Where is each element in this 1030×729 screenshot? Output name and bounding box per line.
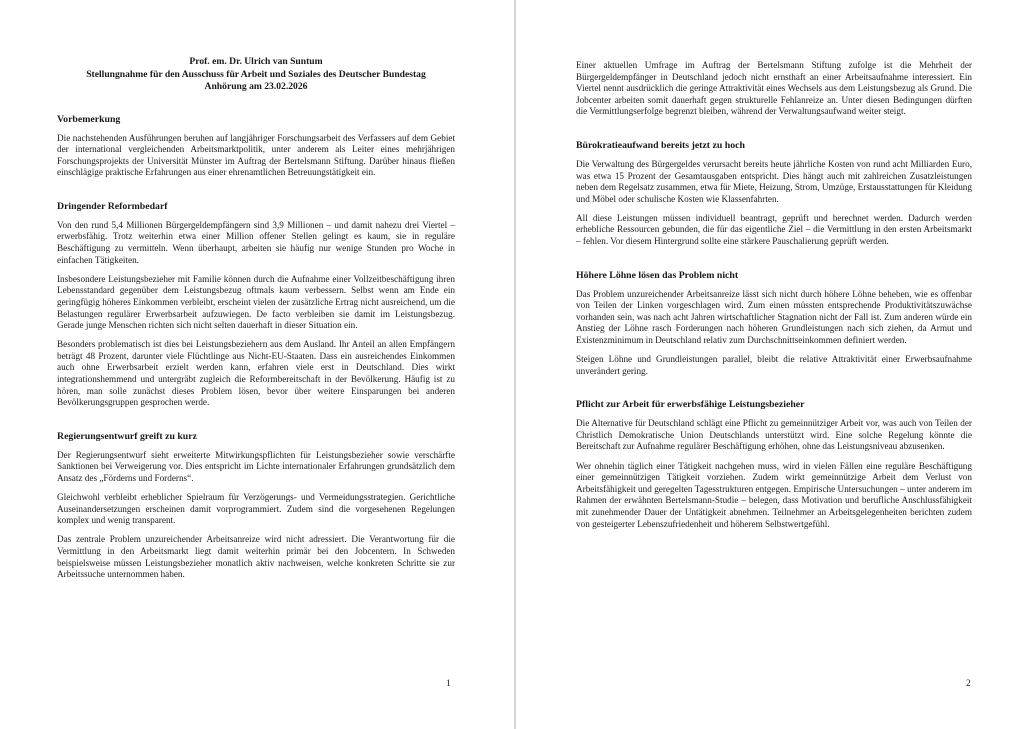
paragraph: Das zentrale Problem unzureichender Arbeitsanreize wird nicht adressiert. Die Verantwortung für die Vermittlung in den Arbeitsmarkt liegt damit weiterhin primär bei den Jobcentern. In Schweden beispielsweise müssen Leistungsbezieher monatlich aktiv nachweisen, welche konkreten Schritte sie zur Arbeitssuche unternommen haben.	[57, 534, 455, 580]
document-page-2	[516, 0, 1030, 729]
document-header	[57, 56, 455, 94]
paragraph: Die Verwaltung des Bürgergeldes verursacht bereits heute jährliche Kosten von rund acht Milliarden Euro, was etwa 15 Prozent der Gesamtausgaben entspricht. Dies hängt auch mit zahlreichen Zusatzleistungen neben dem Regelsatz zusammen, etwa für Miete, Heizung, Strom, Umzüge, Erstausstattungen für Kleidung und Möbel oder schulische Kosten wie Klassenfahrten.	[576, 158, 972, 204]
paragraph: Steigen Löhne und Grundleistungen parallel, bleibt die relative Attraktivität einer Erwerbsaufnahme unverändert gering.	[576, 354, 972, 376]
section-heading: Vorbemerkung	[57, 113, 121, 125]
paragraph: Insbesondere Leistungsbezieher mit Familie können durch die Aufnahme einer Vollzeitbeschäftigung ihren Lebensstandard gegenüber dem Leistungsbezug oftmals kaum verbessern. Selbst wenn am Ende ein geringfügig höheres Einkommen verbleibt, erscheint vielen der zusätzliche Ertrag nicht ausreichend, um die Belastungen regulärer Erwerbsarbeit aufzuwiegen. De facto verbleiben sie damit im Leistungsbezug. Gerade junge Menschen richten sich nicht selten dauerhaft in dieser Situation ein.	[57, 273, 455, 331]
section-hoehere-loehne	[576, 270, 972, 378]
paragraph: Der Regierungsentwurf sieht erweiterte Mitwirkungspflichten für Leistungsbezieher sowie verschärfte Sanktionen bei Verweigerung vor. Dies entspricht im Lichte internationaler Erfahrungen grundsätzlich dem Ansatz des „Förderns und Forderns“.	[57, 449, 455, 483]
author-line: Prof. em. Dr. Ulrich van Suntum	[189, 56, 323, 67]
section-heading: Pflicht zur Arbeit für erwerbsfähige Leistungsbezieher	[576, 399, 805, 411]
paragraph: Einer aktuellen Umfrage im Auftrag der Bertelsmann Stiftung zufolge ist die Mehrheit der Bürgergeldempfänger in Deutschland jedoch nicht ernsthaft an einer Arbeitsaufnahme interessiert. Ein Viertel nennt ausdrücklich die geringe Attraktivität eines Wechsels aus dem Leistungsbezug als Grund. Die Jobcenter arbeiten somit dauerhaft gegen strukturelle Fehlanreize an. Unter diesen Bedingungen dürften die Vermittlungserfolge begrenzt bleiben, während der Verwaltungsaufwand weiter steigt.	[576, 60, 972, 117]
section-heading: Höhere Löhne lösen das Problem nicht	[576, 269, 739, 281]
title-line: Stellungnahme für den Ausschuss für Arbeit und Soziales des Deutscher Bundestag	[86, 68, 426, 80]
page-1-content	[57, 50, 455, 603]
paragraph: Das Problem unzureichender Arbeitsanreize lässt sich nicht durch höhere Löhne beheben, wie es offenbar von Teilen der Linken vorgeschlagen wird. Zum einen müssten entsprechende Produktivitätszuwächse vorhanden sein, was nach acht Jahren wirtschaftlicher Stagnation nicht der Fall ist. Zum anderen würde ein Anstieg der Löhne rasch Forderungen nach höheren Grundleistungen nach sich ziehen, da Armut und Existenzminimum in Deutschland relativ zum Durchschnittseinkommen definiert werden.	[576, 288, 972, 345]
section-intro	[576, 60, 972, 118]
section-heading: Bürokratieaufwand bereits jetzt zu hoch	[576, 139, 745, 151]
date-line: Anhörung am 23.02.2026	[204, 81, 308, 92]
section-buerokratie	[576, 140, 972, 248]
section-pflicht-zur-arbeit	[576, 399, 972, 530]
paragraph: Von den rund 5,4 Millionen Bürgergeldempfängern sind 3,9 Millionen – und damit nahezu drei Viertel – erwerbsfähig. Trotz weiterhin etwa einer Million offener Stellen gelingt es kaum, sie in reguläre Beschäftigung zu vermitteln. Wenn überhaupt, arbeiten sie häufig nur wenige Stunden pro Woche in einfachen Tätigkeiten.	[57, 219, 455, 265]
section-heading: Regierungsentwurf greift zu kurz	[57, 430, 197, 442]
section-reformbedarf	[57, 201, 455, 409]
section-regierungsentwurf	[57, 431, 455, 581]
paragraph: Besonders problematisch ist dies bei Leistungsbeziehern aus dem Ausland. Ihr Anteil an allen Empfängern beträgt 48 Prozent, darunter viele Flüchtlinge aus Nicht-EU-Staaten. Dass ein ausreichendes Einkommen auch ohne Erwerbsarbeit erzielt werden kann, erfahren viele erst in Deutschland. Dies wirkt integrationshemmend und untergräbt zugleich die Reformbereitschaft in der Bevölkerung. Häufig ist zu hören, man solle zunächst dieses Problem lösen, bevor über weitere Einsparungen bei anderen Bevölkerungsgruppen gesprochen werde.	[57, 339, 455, 408]
paragraph: Die nachstehenden Ausführungen beruhen auf langjähriger Forschungsarbeit des Verfassers auf dem Gebiet der international vergleichenden Arbeitsmarktpolitik, unter anderem als Leiter eines mehrjährigen Forschungsprojekts der Universität Münster im Auftrag der Bertelsmann Stiftung. Darüber hinaus fließen einschlägige praktische Erfahrungen aus einer ehrenamtlichen Betreuungstätigkeit ein.	[57, 132, 455, 178]
page-number: 1	[446, 679, 451, 689]
paragraph: Gleichwohl verbleibt erheblicher Spielraum für Verzögerungs- und Vermeidungsstrategien. Gerichtliche Auseinandersetzungen erscheinen damit vorprogrammiert. Zudem sind die vorgesehenen Regelungen komplex und wenig transparent.	[57, 492, 455, 526]
paragraph: All diese Leistungen müssen individuell beantragt, geprüft und berechnet werden. Dadurch werden erhebliche Ressourcen gebunden, die für das eigentliche Ziel – die Vermittlung in den ersten Arbeitsmarkt – fehlen. Vor diesem Hintergrund sollte eine stärkere Pauschalierung geprüft werden.	[576, 212, 972, 247]
paragraph: Wer ohnehin täglich einer Tätigkeit nachgehen muss, wird in vielen Fällen eine reguläre Beschäftigung einer gemeinnützigen Tätigkeit vorziehen. Zudem wirkt gemeinnützige Arbeit dem Verlust von Arbeitsfähigkeit und geregelten Tagesstrukturen entgegen. Empirische Untersuchungen – unter anderem im Rahmen der erwähnten Bertelsmann-Studie – belegen, dass Motivation und berufliche Anschlussfähigkeit mit zunehmender Dauer der Untätigkeit abnehmen. Teilnehmer an Arbeitsgelegenheiten berichten zudem von gesteigerter Lebenszufriedenheit und höherem Selbstwertgefühl.	[576, 460, 972, 529]
section-heading: Dringender Reformbedarf	[57, 200, 168, 212]
document-page-1	[0, 0, 514, 729]
page-number: 2	[966, 679, 971, 689]
page-2-content	[576, 60, 972, 552]
paragraph: Die Alternative für Deutschland schlägt eine Pflicht zu gemeinnütziger Arbeit vor, was auch von Teilen der Christlich Demokratische Union Deutschlands unterstützt wird. Eine solche Regelung könnte die Bereitschaft zur Aufnahme regulärer Beschäftigung erhöhen, ohne das Leistungsniveau abzusenken.	[576, 418, 972, 452]
section-vorbemerkung	[57, 114, 455, 179]
